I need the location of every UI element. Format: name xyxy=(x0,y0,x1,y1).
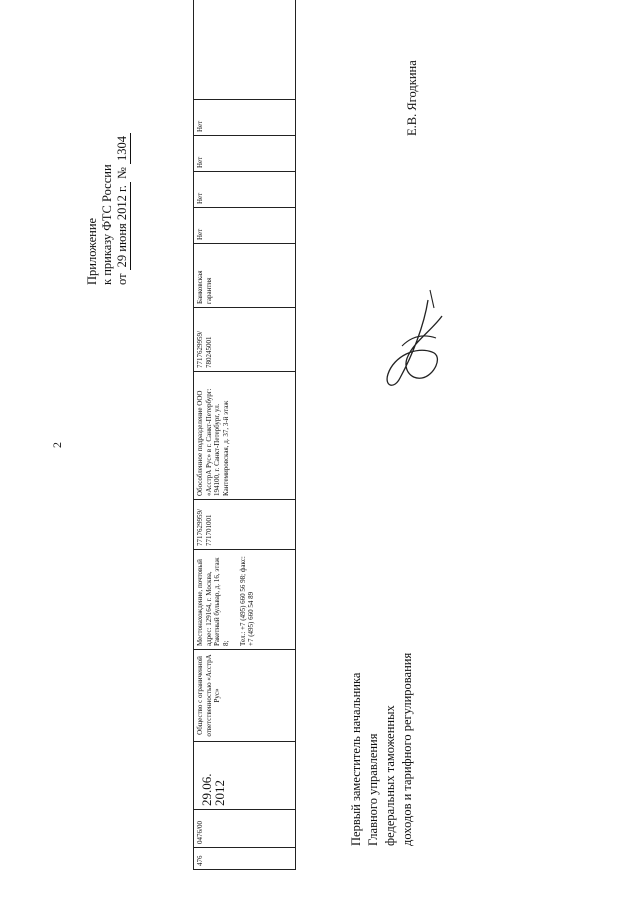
cell-col13: Нет xyxy=(194,100,296,136)
cell-date: 29.06. 2012 xyxy=(194,742,296,810)
appendix-header xyxy=(85,133,131,285)
appendix-order: к приказу ФТС России xyxy=(100,164,114,285)
cell-reg-number: 0476/00 xyxy=(194,810,296,848)
cell-col14 xyxy=(194,0,296,100)
position-line: Главного управления xyxy=(366,733,380,846)
signatory-name: Е.В. Ягодкина xyxy=(405,60,419,136)
signatory-position xyxy=(348,653,416,846)
position-line: доходов и тарифного регулирования xyxy=(400,652,414,846)
from-label: от xyxy=(115,273,129,285)
cell-col12: Нет xyxy=(194,136,296,172)
cell-address: Местонахождение, почтовый адрес: 129164, г. Москва, Ракетный бульвар, д. 16, этаж 8; Тел.: +7 (495) 660 56 98; факс: +7 (495) 660 54 89 xyxy=(194,550,296,650)
cell-inn-kpp: 7717629959/ 771701001 xyxy=(194,500,296,550)
register-table xyxy=(193,27,296,870)
cell-organization: Общество с ограниченной ответственностью «АсстрА Рус» xyxy=(194,650,296,742)
cell-inn-kpp-2: 7717629959/ 780245001 xyxy=(194,308,296,372)
cell-col10: Нет xyxy=(194,208,296,244)
page-number: 2 xyxy=(50,442,64,448)
cell-guarantee: Банковская гарантия xyxy=(194,244,296,308)
order-number: 1304 xyxy=(115,133,131,164)
appendix-date-line xyxy=(115,133,131,285)
cell-subdivision: Обособленное подразделение ООО «АсстрА Рус» в г. Санкт-Петербург: 194100, г. Санкт-Петербург, ул. Кантемировская, д. 37, 3-й этаж xyxy=(194,372,296,500)
table-row xyxy=(194,0,296,870)
position-line: Первый заместитель начальника xyxy=(349,672,363,846)
cell-index: 476 xyxy=(194,848,296,870)
appendix-title: Приложение xyxy=(85,217,99,285)
signature-image xyxy=(372,286,452,396)
number-label: № xyxy=(115,167,129,179)
order-date: 29 июня 2012 г. xyxy=(115,182,131,270)
cell-col11: Нет xyxy=(194,172,296,208)
position-line: федеральных таможенных xyxy=(383,705,397,846)
